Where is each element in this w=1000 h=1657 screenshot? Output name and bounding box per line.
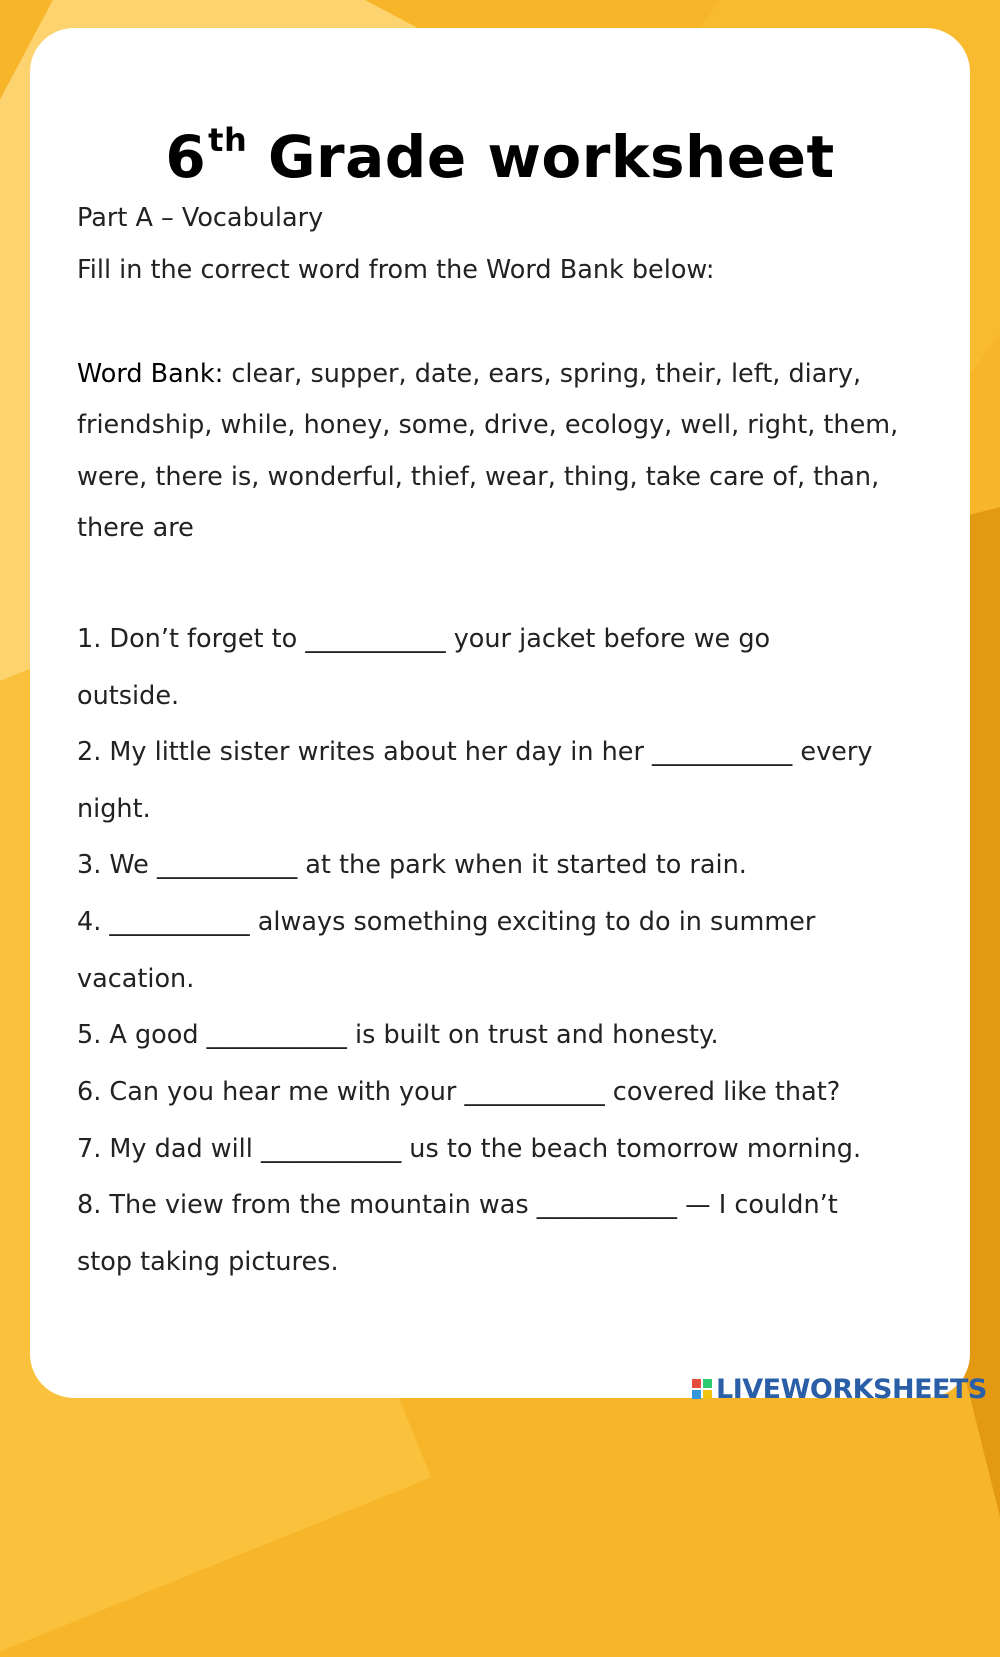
- liveworksheets-logo-icon: [692, 1379, 712, 1399]
- word-bank-line: there are: [77, 513, 194, 543]
- part-a-heading: Part A – Vocabulary: [77, 203, 324, 233]
- word-bank-line: friendship, while, honey, some, drive, ecology, well, right, them,: [77, 410, 899, 440]
- question-2: 2. My little sister writes about her day in her ___________ every: [77, 737, 873, 767]
- question-8-continued: stop taking pictures.: [77, 1247, 339, 1277]
- question-1: 1. Don’t forget to ___________ your jacket before we go: [77, 624, 771, 654]
- word-bank-line: were, there is, wonderful, thief, wear, thing, take care of, than,: [77, 462, 880, 492]
- question-8: 8. The view from the mountain was ___________ — I couldn’t: [77, 1190, 838, 1220]
- title-suffix: th: [208, 121, 248, 159]
- question-1-continued: outside.: [77, 681, 180, 711]
- word-bank-label: Word Bank:: [77, 359, 224, 389]
- word-bank-text: clear, supper, date, ears, spring, their, left, diary,: [223, 359, 862, 389]
- title-text: Grade worksheet: [267, 123, 835, 191]
- question-6: 6. Can you hear me with your ___________ covered like that?: [77, 1077, 841, 1107]
- question-7: 7. My dad will ___________ us to the beach tomorrow morning.: [77, 1134, 862, 1164]
- title-number: 6: [165, 123, 207, 191]
- word-bank-line: [77, 359, 861, 390]
- question-4-continued: vacation.: [77, 964, 195, 994]
- liveworksheets-logo: [692, 1373, 987, 1405]
- worksheet-card: [30, 28, 970, 1398]
- brand-name: LIVEWORKSHEETS: [716, 1373, 987, 1405]
- question-5: 5. A good ___________ is built on trust and honesty.: [77, 1020, 719, 1050]
- question-4: 4. ___________ always something exciting to do in summer: [77, 907, 816, 937]
- question-3: 3. We ___________ at the park when it started to rain.: [77, 850, 747, 880]
- question-2-continued: night.: [77, 794, 151, 824]
- page-title: [30, 121, 970, 191]
- part-a-instruction: Fill in the correct word from the Word Bank below:: [77, 255, 715, 285]
